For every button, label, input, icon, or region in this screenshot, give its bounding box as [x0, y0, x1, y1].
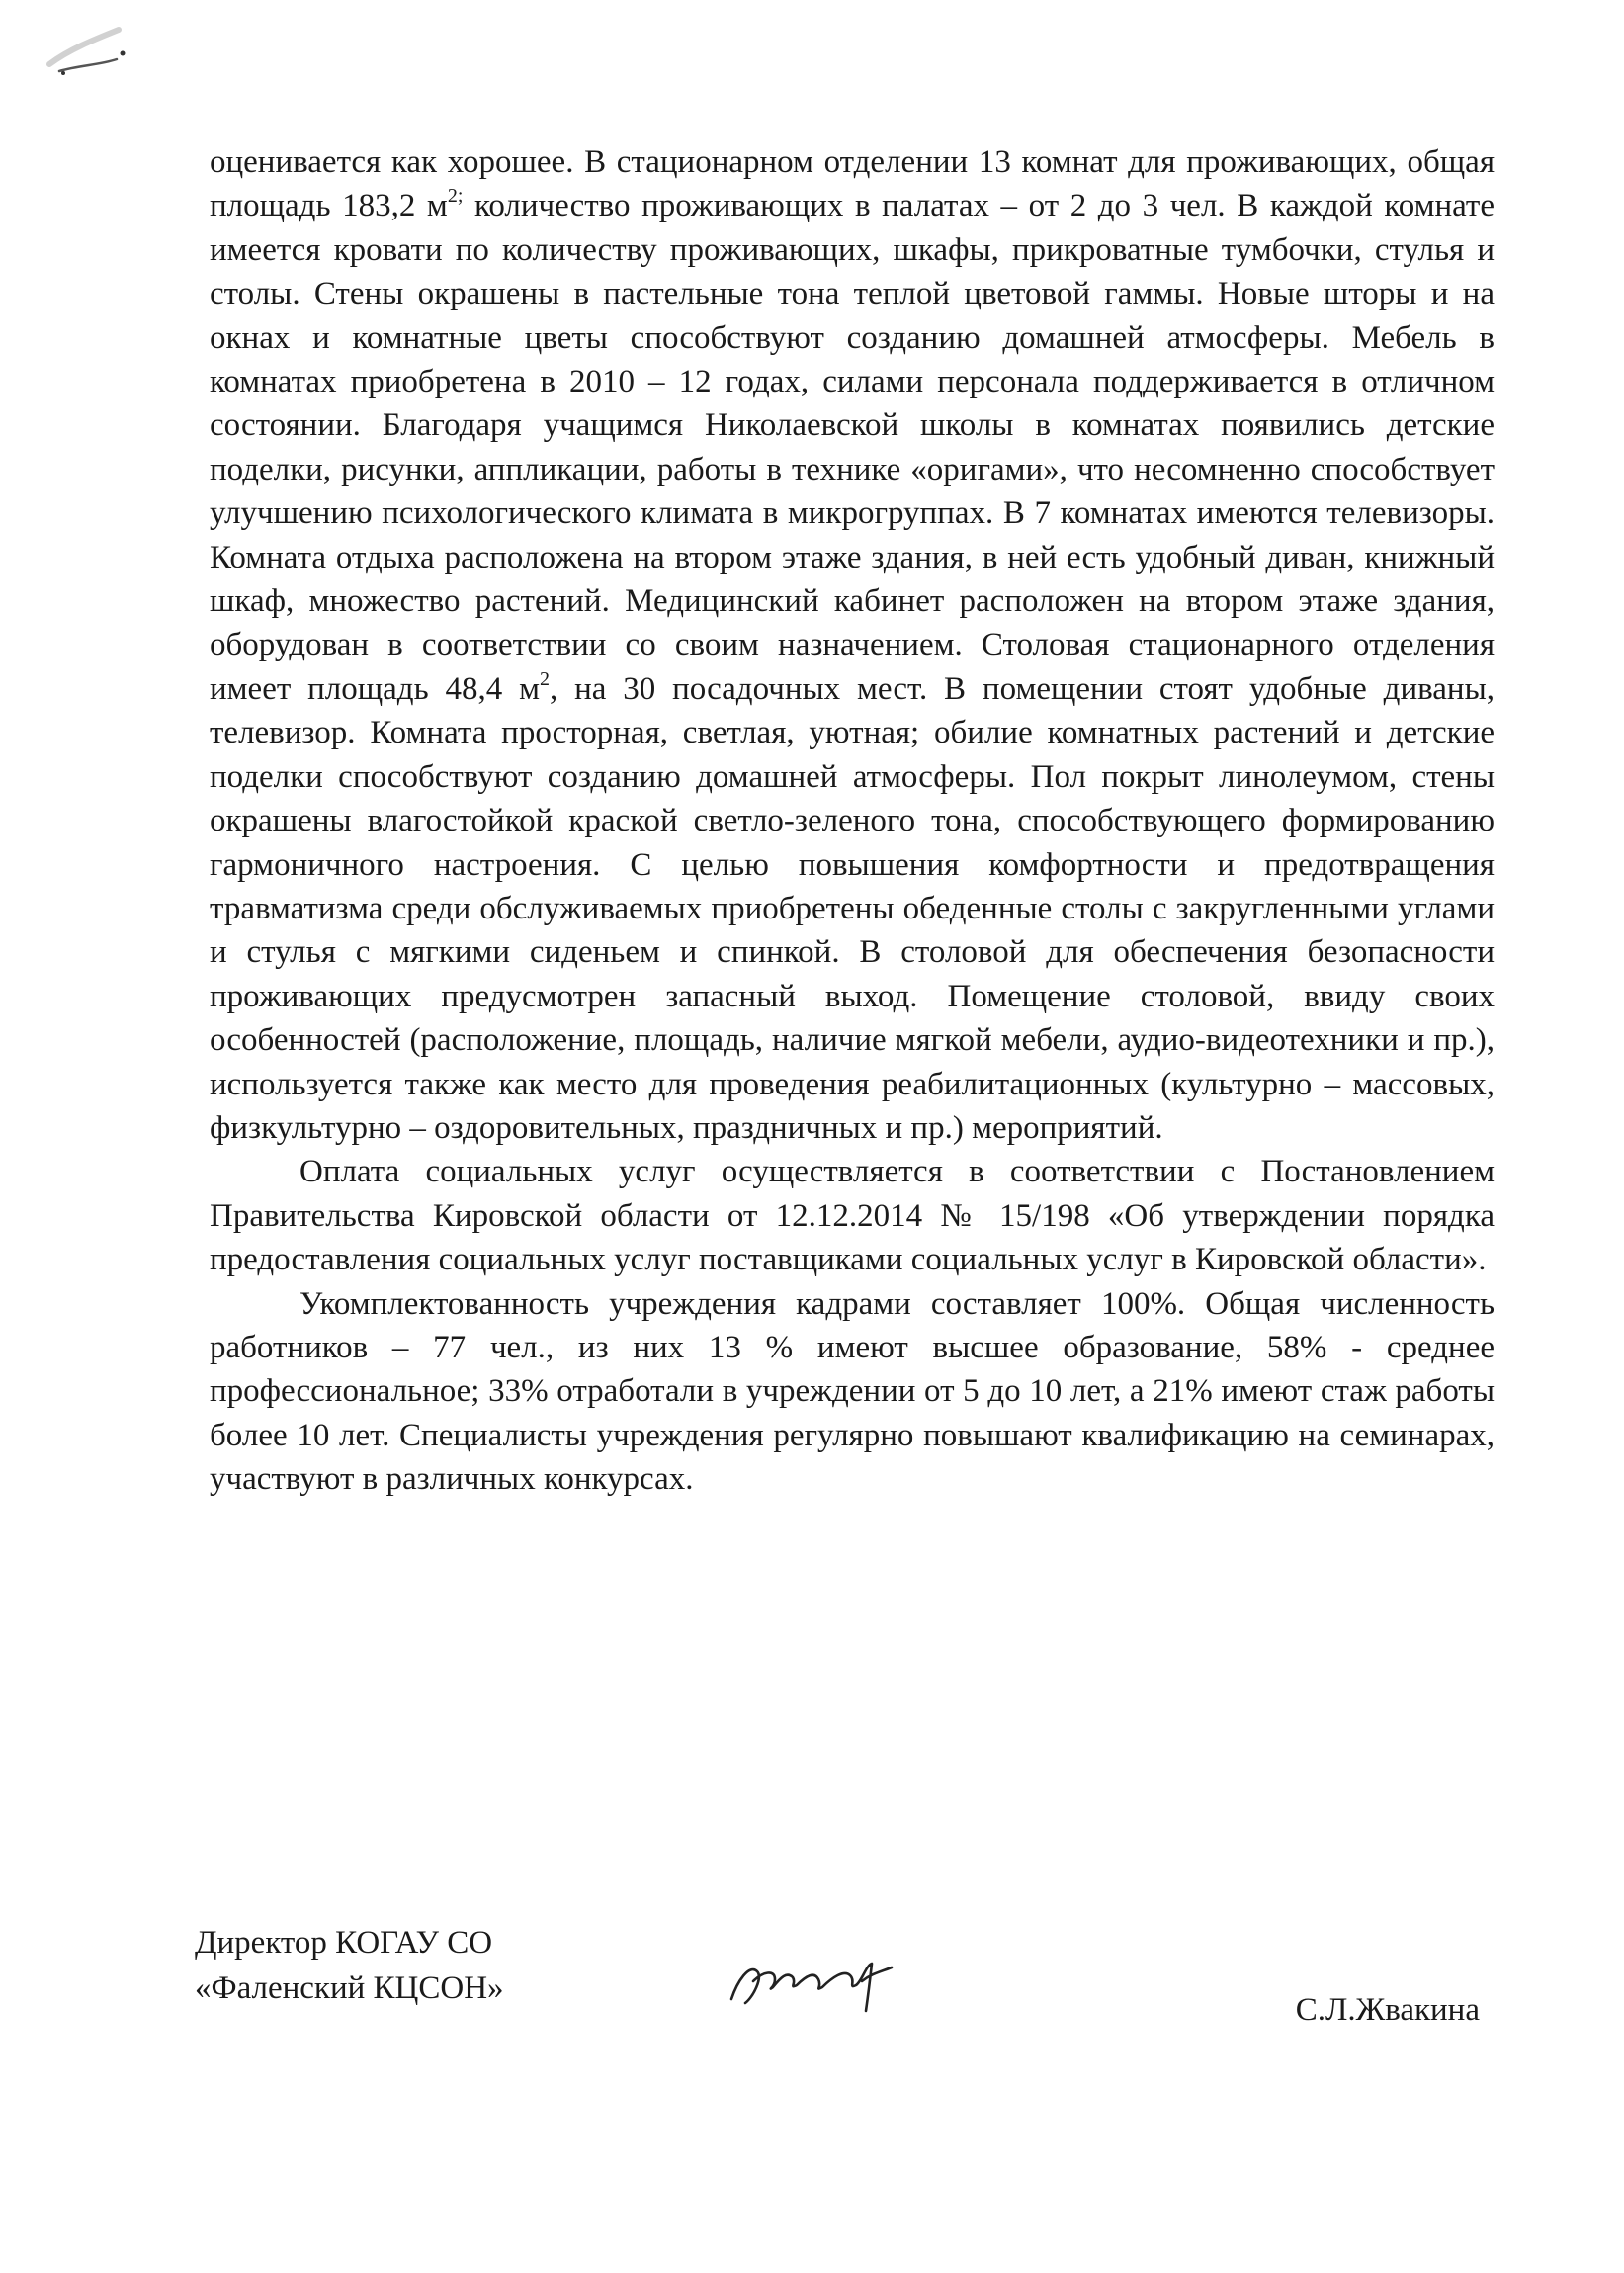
handwritten-signature-icon: [724, 1942, 921, 2021]
paragraph-staffing: Укомплектованность учреждения кадрами составляет 100%. Общая численность работников – 77 чел., из них 13 % имеют высшее образование, 58% - среднее профессиональное; 33% отработали в учреждении от 5 до 10 лет, а 21% имеют стаж работы более 10 лет. Специалисты учреждения регулярно повышают квалификацию на семинарах, участвуют в различных конкурсах.: [210, 1285, 1495, 1498]
document-body: [210, 140, 1495, 1502]
superscript-square: 2;: [447, 185, 464, 208]
paragraph-facilities: [210, 140, 1495, 1150]
paragraph-text: оценивается как хорошее. В стационарном отделении 13 комнат для проживающих, общая площадь 183,2 м: [210, 144, 1495, 224]
position-line: Директор КОГАУ СО: [195, 1925, 493, 1961]
signature-block: [195, 1920, 1480, 2058]
organization-line: «Фаленский КЦСОН»: [195, 1970, 504, 2006]
paragraph-text: количество проживающих в палатах – от 2 до 3 чел. В каждой комнате имеется кровати по количеству проживающих, шкафы, прикроватные тумбочки, стулья и столы. Стены окрашены в пастельные тона теплой цветовой гаммы. Новые шторы и на окнах и комнатные цветы способствуют созданию домашней атмосферы. Мебель в комнатах приобретена в 2010 – 12 годах, силами персонала поддерживается в отличном состоянии. Благодаря учащимся Николаевской школы в комнатах появились детские поделки, рисунки, аппликации, работы в технике «оригами», что несомненно способствует улучшению психологического климата в микрогруппах. В 7 комнатах имеются телевизоры. Комната отдыха расположена на втором этаже здания, в ней есть удобный диван, книжный шкаф, множество растений. Медицинский кабинет расположен на втором этаже здания, оборудован в соответствии со своим назначением. Столовая стационарного отделения имеет площадь 48,4 м: [210, 188, 1495, 707]
signatory-position: [195, 1920, 504, 2011]
scan-artifact-mark: [40, 10, 138, 79]
signatory-name: С.Л.Жвакина: [1295, 1992, 1480, 2028]
superscript-square: 2: [539, 667, 550, 690]
paragraph-text: , на 30 посадочных мест. В помещении стоят удобные диваны, телевизор. Комната просторная, светлая, уютная; обилие комнатных растений и детские поделки способствуют созданию домашней атмосферы. Пол покрыт линолеумом, стены окрашены влагостойкой краской светло-зеленого тона, способствующего формированию гармоничного настроения. С целью повышения комфортности и предотвращения травматизма среди обслуживаемых приобретены обеденные столы с закругленными углами и стулья с мягкими сиденьем и спинкой. В столовой для обеспечения безопасности проживающих предусмотрен запасный выход. Помещение столовой, ввиду своих особенностей (расположение, площадь, наличие мягкой мебели, аудио-видеотехники и пр.), используется также как место для проведения реабилитационных (культурно – массовых, физкультурно – оздоровительных, праздничных и пр.) мероприятий.: [210, 670, 1495, 1146]
paragraph-payment: Оплата социальных услуг осуществляется в соответствии с Постановлением Правительства Кировской области от 12.12.2014 № 15/198 «Об утверждении порядка предоставления социальных услуг поставщиками социальных услуг в Кировской области».: [210, 1154, 1495, 1278]
